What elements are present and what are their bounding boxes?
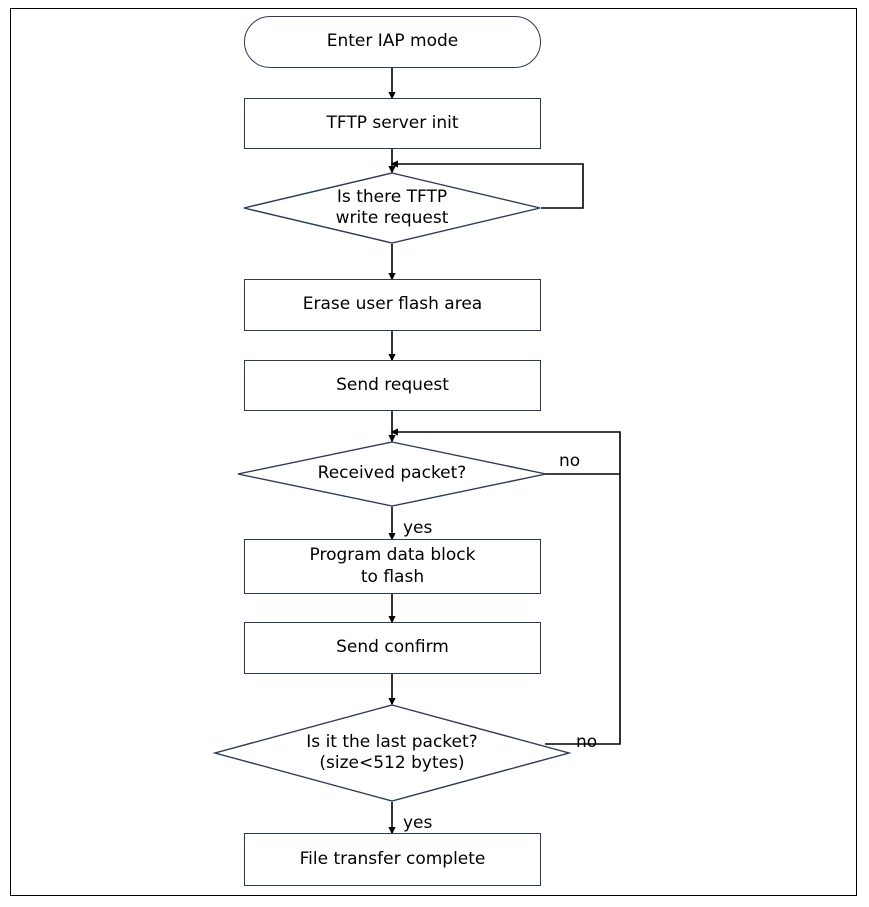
- edge-label-received-no: no: [559, 451, 581, 471]
- node-received-packet: [237, 441, 547, 507]
- node-enter-iap-mode: [244, 16, 541, 68]
- node-label-line1: Is there TFTP write request: [335, 186, 449, 228]
- node-label: [214, 704, 570, 802]
- node-label: [237, 441, 547, 507]
- node-is-last-packet: [214, 704, 570, 802]
- node-send-confirm: [244, 622, 541, 674]
- edge-label-last-yes: yes: [403, 813, 433, 833]
- edge-label-last-no: no: [576, 732, 598, 752]
- node-label: Program data block to flash: [309, 545, 476, 587]
- node-label-text: Is it the last packet? (size<512 bytes): [306, 731, 478, 773]
- node-tftp-server-init: [244, 98, 541, 149]
- node-label: [243, 172, 541, 244]
- node-label: TFTP server init: [326, 112, 459, 133]
- node-send-request: [244, 360, 541, 411]
- node-label: Enter IAP mode: [326, 31, 459, 52]
- node-is-there-tftp-write-request: [243, 172, 541, 244]
- node-label: Send request: [336, 374, 449, 395]
- edge-label-received-yes: yes: [403, 518, 433, 538]
- node-label: File transfer complete: [299, 848, 486, 869]
- node-program-data-block: [244, 539, 541, 594]
- node-label-text: Received packet?: [317, 463, 467, 484]
- node-file-transfer-complete: [244, 833, 541, 886]
- node-erase-user-flash-area: [244, 279, 541, 331]
- node-label: Send confirm: [336, 637, 449, 658]
- node-label: Erase user flash area: [302, 294, 483, 315]
